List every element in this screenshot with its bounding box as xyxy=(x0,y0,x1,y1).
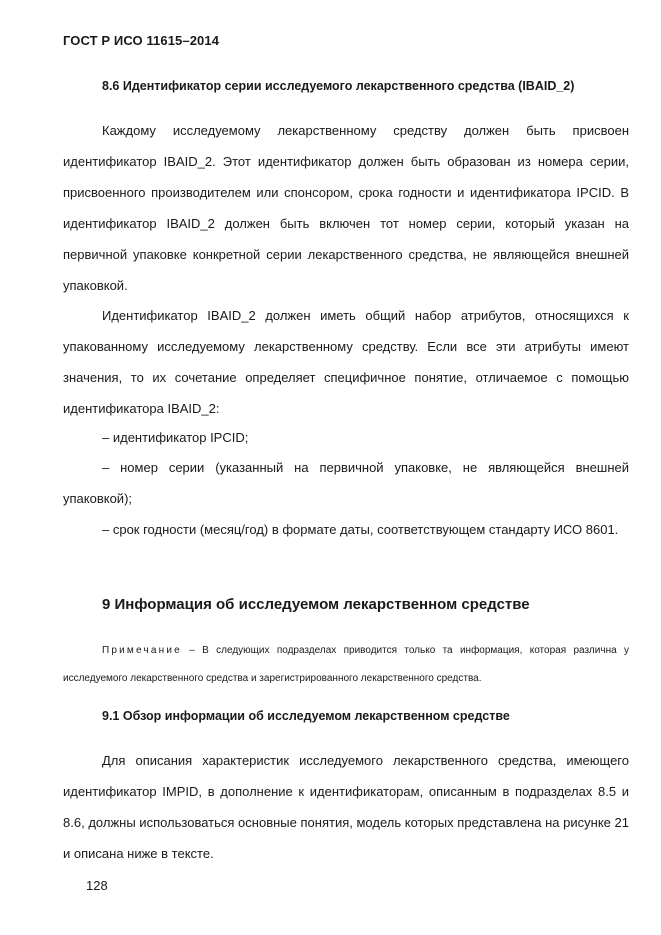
note-label: Примечание xyxy=(102,645,182,656)
section-9-1-paragraph-1: Для описания характеристик исследуемого лекарственного средства, имеющего идентификатор IMPID, в дополнение к идентификаторам, описанным в подразделах 8.5 и 8.6, должны использоваться основные понятия, модель которых представлена на рисунке 21 и описана ниже в тексте. xyxy=(63,753,629,861)
list-item-ipcid: – идентификатор IPCID; xyxy=(102,430,249,445)
section-9-title: 9 Информация об исследуемом лекарственном средстве xyxy=(102,596,530,613)
list-item-batch-number: – номер серии (указанный на первичной упаковке, не являющейся внешней упаковкой); xyxy=(63,460,629,506)
page-number: 128 xyxy=(86,878,108,893)
section-8-6-paragraph-1: Каждому исследуемому лекарственному средству должен быть присвоен идентификатор IBAID_2. Этот идентификатор должен быть образован из номера серии, присвоенного производителем или спонсором, срока годности и идентификатора IPCID. В идентификатор IBAID_2 должен быть включен тот номер серии, который указан на первичной упаковке конкретной серии лекарственного средства, не являющейся внешней упаковкой. xyxy=(63,123,629,293)
section-8-6-paragraph-2: Идентификатор IBAID_2 должен иметь общий набор атрибутов, относящихся к упакованному исследуемому лекарственному средству. Если все эти атрибуты имеют значения, то их сочетание определяет специфичное понятие, отличаемое с помощью идентификатора IBAID_2: xyxy=(63,308,629,416)
standard-header: ГОСТ Р ИСО 11615–2014 xyxy=(63,33,220,48)
section-9-note xyxy=(63,637,629,693)
section-9-1-title: 9.1 Обзор информации об исследуемом лекарственном средстве xyxy=(102,709,510,723)
section-8-6-title: 8.6 Идентификатор серии исследуемого лекарственного средства (IBAID_2) xyxy=(102,79,575,93)
list-item-expiry-date: – срок годности (месяц/год) в формате даты, соответствующем стандарту ИСО 8601. xyxy=(102,522,619,537)
note-text: – В следующих подразделах приводится только та информация, которая различна у исследуемого лекарственного средства и зарегистрированного лекарственного средства. xyxy=(63,645,629,684)
